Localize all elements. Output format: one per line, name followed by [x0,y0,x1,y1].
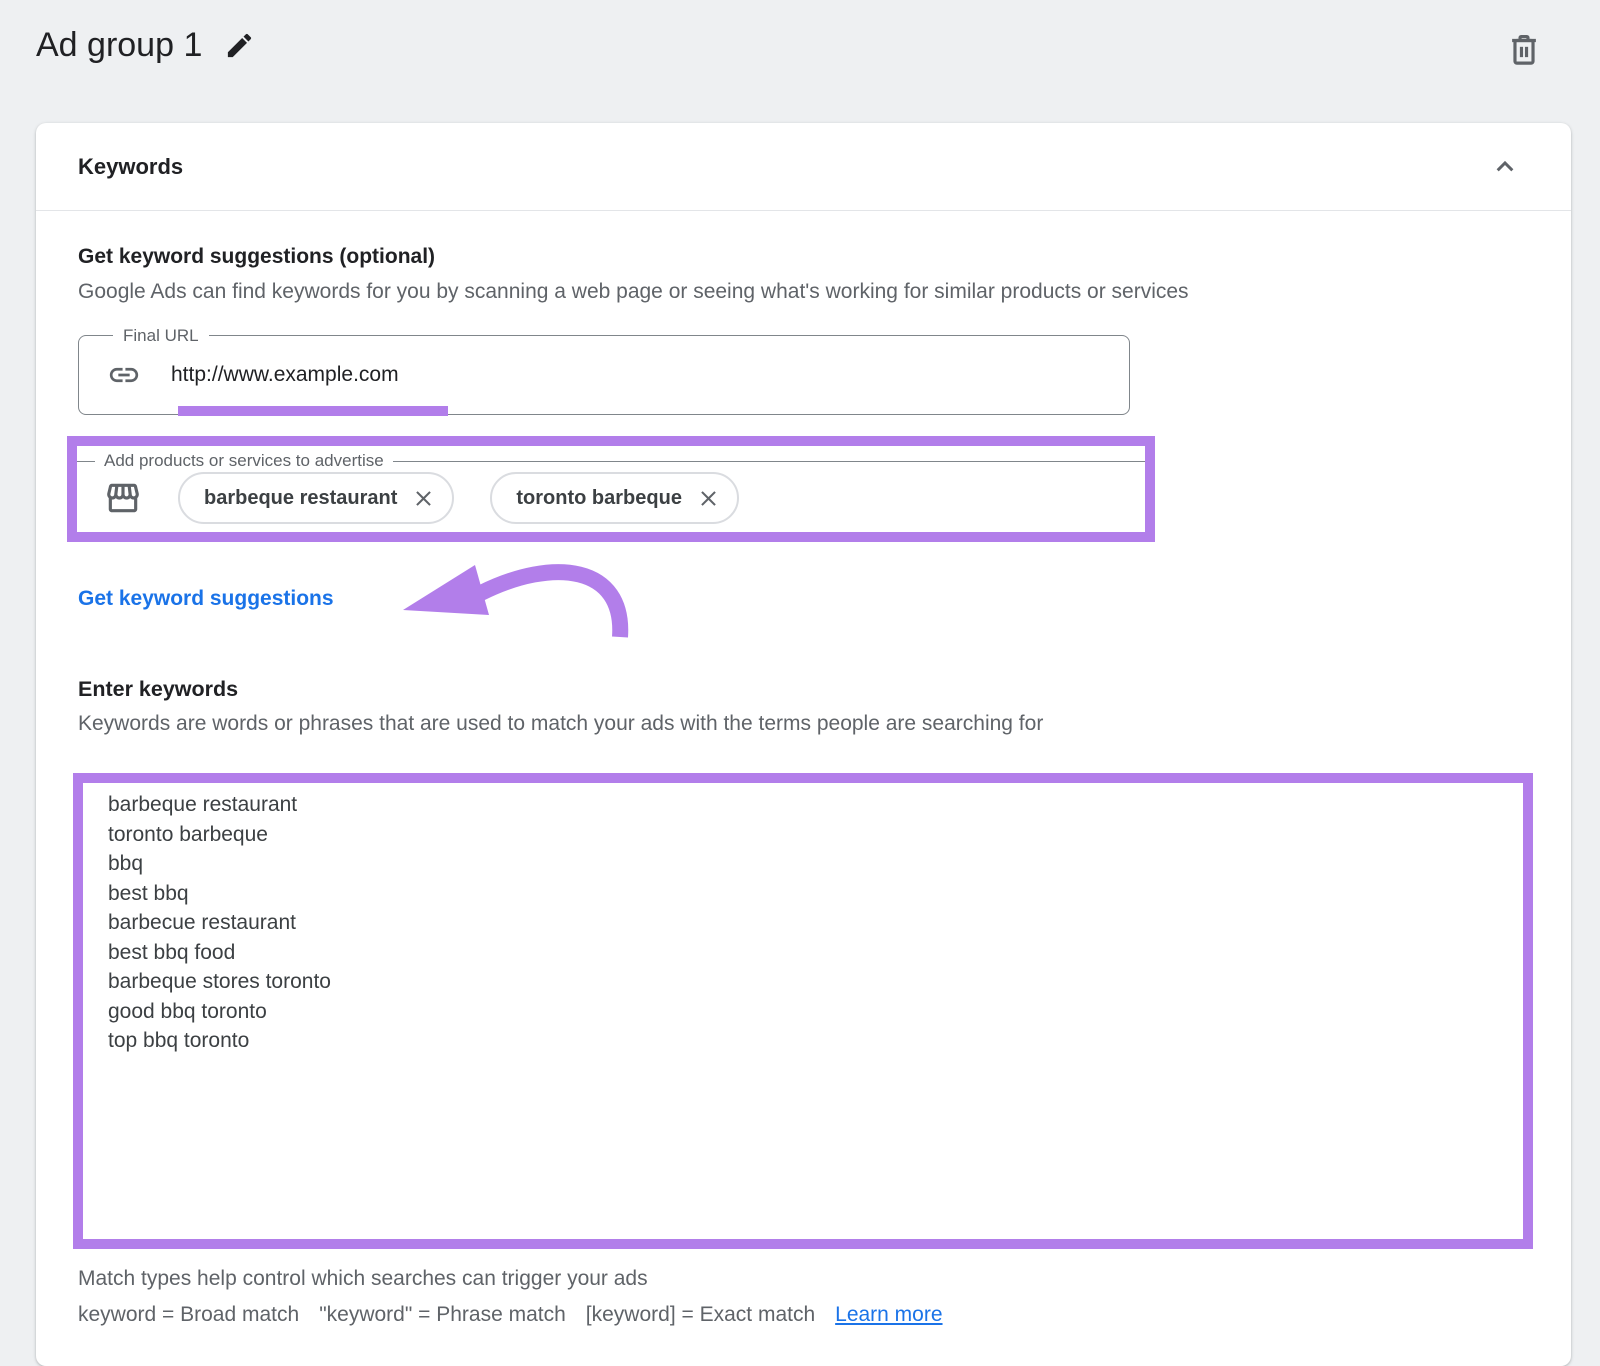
collapse-section-button[interactable] [1489,151,1521,183]
get-keyword-suggestions-link[interactable]: Get keyword suggestions [78,587,334,610]
keyword-line: good bbq toronto [108,999,267,1023]
enter-keywords-description: Keywords are words or phrases that are used to match your ads with the terms people are searching for [78,712,1044,735]
pencil-icon [224,30,255,61]
final-url-label: Final URL [113,326,209,346]
products-field-annotation-box [67,436,1155,542]
product-chip-1[interactable] [178,472,454,524]
match-types-hints [78,1302,1515,1328]
close-icon [696,486,721,511]
keywords-card-body [36,211,1571,1365]
page-title: Ad group 1 [36,26,203,64]
keyword-line: top bbq toronto [108,1029,250,1052]
keyword-line: best bbq [108,881,189,905]
card-title: Keywords [78,153,184,179]
edit-ad-group-name-button[interactable] [224,30,255,61]
products-field-label: Add products or services to advertise [95,451,393,471]
storefront-icon [104,479,142,517]
enter-keywords-heading: Enter keywords [78,677,239,701]
final-url-value: http://www.example.com [171,363,399,386]
broad-match-hint: keyword = Broad match [78,1303,300,1326]
delete-ad-group-button[interactable] [1505,30,1545,70]
product-chip-2[interactable] [490,472,739,524]
keyword-line: barbecue restaurant [108,911,296,934]
keyword-line: barbeque restaurant [108,793,298,816]
close-icon [411,486,436,511]
url-highlight-annotation [178,406,448,416]
keywords-card [36,123,1571,1366]
trash-icon [1505,31,1545,69]
phrase-match-hint: "keyword" = Phrase match [319,1303,566,1326]
exact-match-hint: [keyword] = Exact match [585,1303,816,1326]
products-chip-row [77,462,1145,524]
learn-more-link[interactable]: Learn more [835,1303,943,1326]
chevron-up-icon [1489,151,1521,183]
product-chip-2-remove-button[interactable] [696,486,721,511]
product-chip-1-remove-button[interactable] [411,486,436,511]
final-url-field[interactable] [78,326,1130,415]
page-header [36,26,255,65]
suggestions-description: Google Ads can find keywords for you by scanning a web page or seeing what's working for similar products or services [78,280,1189,303]
keywords-textarea[interactable] [83,783,1523,1056]
product-chip-2-label: toronto barbeque [516,486,682,509]
keyword-line: barbeque stores toronto [108,970,331,993]
keyword-line: best bbq food [108,940,236,964]
keywords-card-header [36,123,1571,211]
annotation-arrow [395,553,643,653]
keyword-line: bbq [108,852,144,875]
match-types-intro: Match types help control which searches can trigger your ads [78,1267,648,1290]
keyword-line: toronto barbeque [108,822,268,846]
products-field[interactable] [77,451,1145,533]
keywords-textarea-annotation-box [73,773,1533,1249]
suggestions-heading: Get keyword suggestions (optional) [78,245,436,268]
link-icon [107,358,141,392]
product-chip-1-label: barbeque restaurant [204,486,398,509]
